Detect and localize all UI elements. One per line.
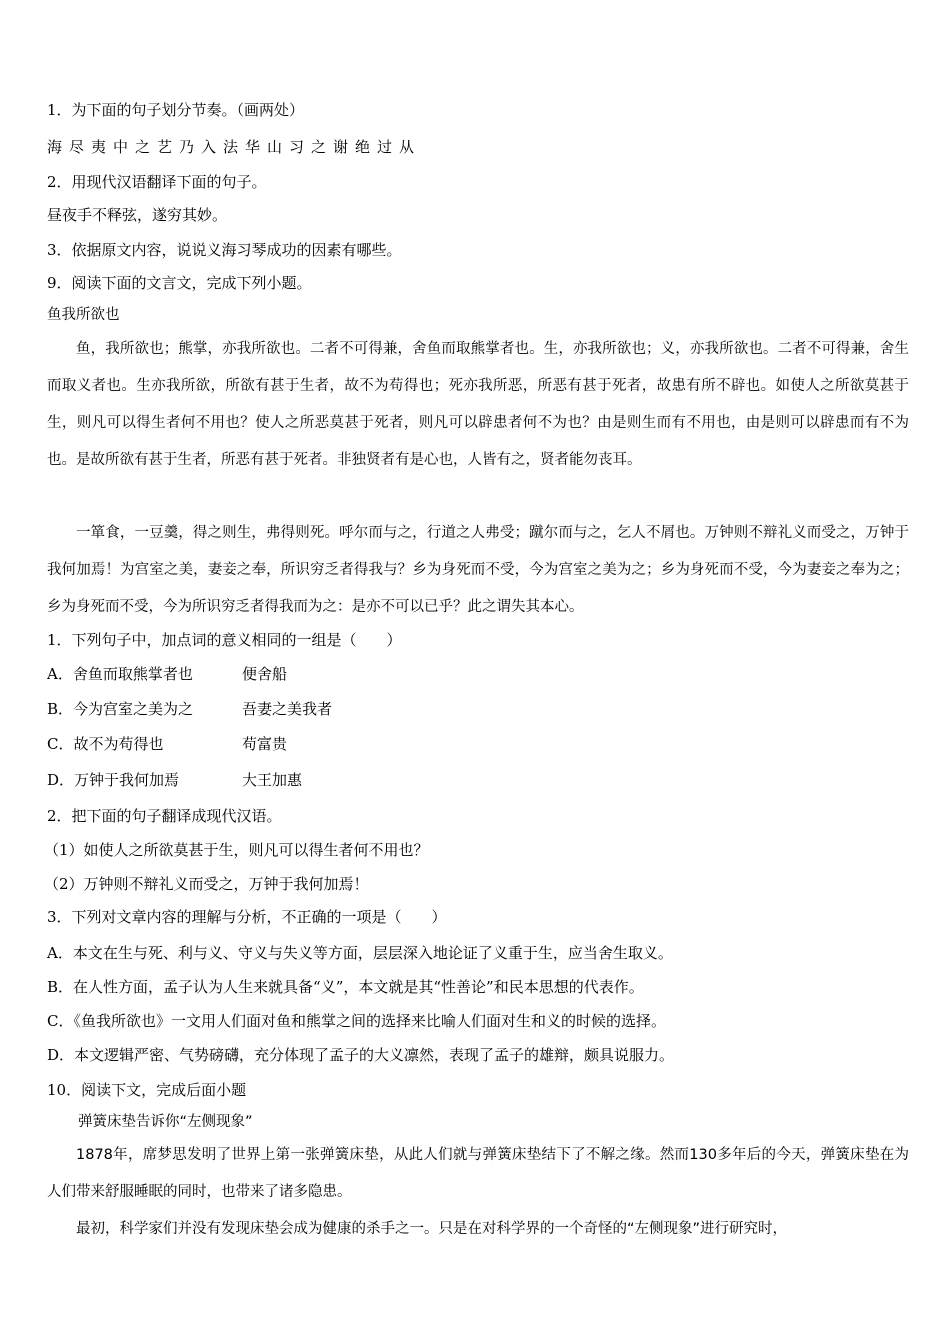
- sub-question-2-item-2: （2）万钟则不辩礼义而受之，万钟于我何加焉！: [44, 875, 369, 893]
- option-right: 大王加惠: [242, 771, 303, 789]
- option-label: A．: [47, 665, 73, 683]
- option-left: 今为宫室之美为之: [73, 700, 194, 718]
- option-left: 舍鱼而取熊掌者也: [72, 665, 193, 683]
- sub-question-3: 3．下列对文章内容的理解与分析，不正确的一项是（ ）: [47, 908, 447, 926]
- sub-question-3-option-a: A．本文在生与死、利与义、守义与失义等方面，层层深入地论证了义重于生，应当舍生取义。: [47, 944, 673, 962]
- passage-paragraph-2: 一箪食，一豆羹，得之则生，弗得则死。呼尔而与之，行道之人弗受；蹴尔而与之，乞人不屑也。万钟则不辩礼义而受之，万钟于我何加焉！为宫室之美，妻妾之奉，所识穷乏者得我与？乡为身死而不受，今为宫室之美为之；乡为身死而不受，今为妻妾之奉为之；乡为身死而不受，今为所识穷乏者得我而为之：是亦不可以已乎？此之谓失其本心。: [47, 525, 909, 615]
- sub-question-2: 2．把下面的句子翻译成现代汉语。: [47, 807, 282, 825]
- passage-title: 鱼我所欲也: [47, 307, 120, 323]
- sub-question-3-option-c: C．《鱼我所欲也》一文用人们面对鱼和熊掌之间的选择来比喻人们面对生和义的时候的选择。: [47, 1012, 666, 1030]
- sub-question-1: 1．下列句子中，加点词的意义相同的一组是（ ）: [47, 631, 402, 649]
- article-paragraph-2: 最初，科学家们并没有发现床垫会成为健康的杀手之一。只是在对科学界的一个奇怪的“左侧现象”进行研究时，: [76, 1221, 788, 1237]
- option-label: D．: [47, 771, 75, 789]
- translate-sentence: 昼夜手不释弦，遂穷其妙。: [47, 206, 228, 224]
- option-left: 万钟于我何加焉: [74, 771, 180, 789]
- sub-question-3-option-b: B．在人性方面，孟子认为人生来就具备“义”，本文就是其“性善论”和民本思想的代表作。: [47, 978, 644, 996]
- question-2: 2．用现代汉语翻译下面的句子。: [47, 173, 267, 191]
- option-c: [47, 734, 910, 754]
- option-a: [47, 664, 910, 684]
- passage-paragraph-1: 鱼，我所欲也；熊掌，亦我所欲也。二者不可得兼，舍鱼而取熊掌者也。生，亦我所欲也；义，亦我所欲也。二者不可得兼，舍生而取义者也。生亦我所欲，所欲有甚于生者，故不为苟得也；死亦我所恶，所恶有甚于死者，故患有所不辟也。如使人之所欲莫甚于生，则凡可以得生者何不用也？使人之所恶莫甚于死者，则凡可以辟患者何不为也？由是则生而有不用也，由是则可以辟患而有不为也。是故所欲有甚于生者，所恶有甚于死者。非独贤者有是心也，人皆有之，贤者能勿丧耳。: [47, 341, 909, 468]
- option-right: 便舍船: [242, 665, 288, 683]
- option-right: 苟富贵: [242, 735, 288, 753]
- question-1: 1．为下面的句子划分节奏。（画两处）: [47, 101, 305, 119]
- option-b: [47, 699, 910, 719]
- option-label: C．: [47, 735, 74, 753]
- question-10-heading: 10．阅读下文，完成后面小题: [47, 1081, 247, 1099]
- option-left: 故不为苟得也: [73, 735, 164, 753]
- option-d: [47, 770, 910, 790]
- sub-question-2-item-1: （1）如使人之所欲莫甚于生，则凡可以得生者何不用也？: [44, 841, 429, 859]
- article-title: 弹簧床垫告诉你“左侧现象”: [78, 1114, 253, 1130]
- option-right: 吾妻之美我者: [242, 700, 333, 718]
- rhythm-sentence: 海尽夷中之艺乃入法华山习之谢绝过从: [47, 138, 422, 156]
- article-paragraph-1: 1878年，席梦思发明了世界上第一张弹簧床垫，从此人们就与弹簧床垫结下了不解之缘。然而130多年后的今天，弹簧床垫在为人们带来舒服睡眠的同时，也带来了诸多隐患。: [47, 1147, 909, 1200]
- sub-question-3-option-d: D．本文逻辑严密、气势磅礴，充分体现了孟子的大义凛然，表现了孟子的雄辩，颇具说服力。: [47, 1046, 675, 1064]
- question-9-heading: 9．阅读下面的文言文，完成下列小题。: [47, 274, 312, 292]
- question-3: 3．依据原文内容，说说义海习琴成功的因素有哪些。: [47, 241, 402, 259]
- option-label: B．: [47, 700, 74, 718]
